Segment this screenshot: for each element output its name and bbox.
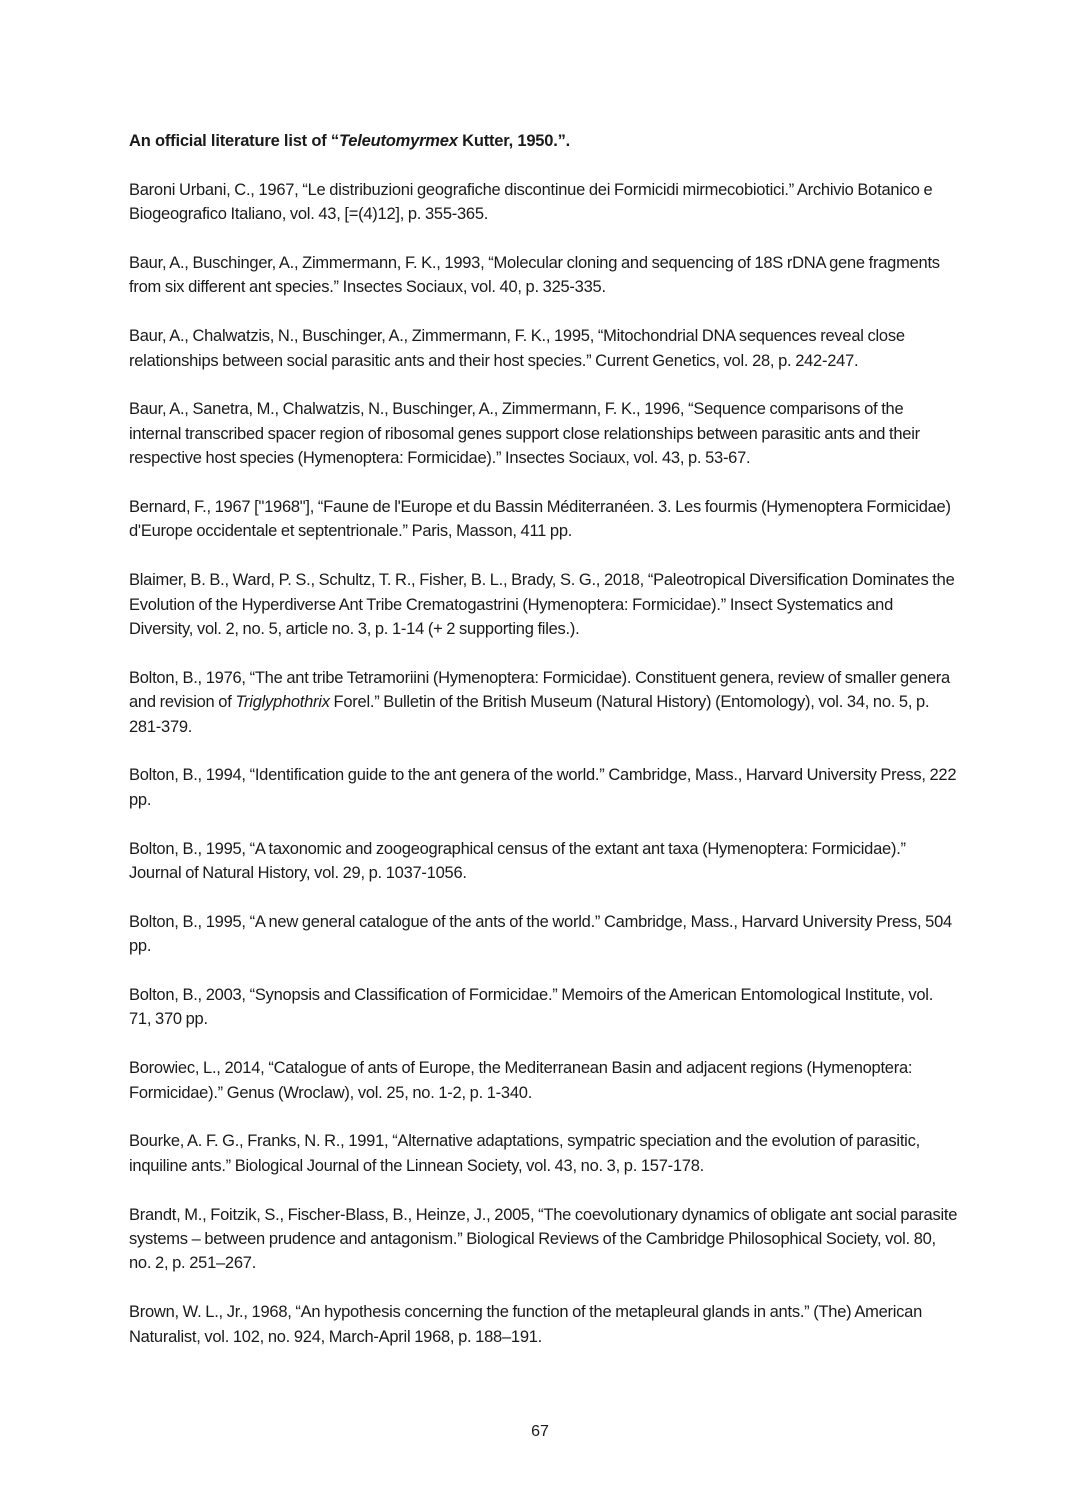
title-prefix: An official literature list of “	[129, 132, 339, 150]
title-suffix: Kutter, 1950.”.	[457, 132, 571, 150]
reference-entry: Bolton, B., 1994, “Identification guide to the ant genera of the world.” Cambridge, Mass., Harvard University Press, 222 pp.	[129, 766, 957, 809]
reference-entry: Baur, A., Sanetra, M., Chalwatzis, N., Buschinger, A., Zimmermann, F. K., 1996, “Sequence comparisons of the internal transcribed spacer region of ribosomal genes support close relationships between parasitic ants and their respective host species (Hymenoptera: Formicidae).” Insectes Sociaux, vol. 43, p. 53-67.	[129, 400, 920, 468]
reference-entry: Bourke, A. F. G., Franks, N. R., 1991, “Alternative adaptations, sympatric speciation and the evolution of parasitic, inquiline ants.” Biological Journal of the Linnean Society, vol. 43, no. 3, p. 157-178.	[129, 1132, 920, 1175]
reference-entry: Bolton, B., 2003, “Synopsis and Classification of Formicidae.” Memoirs of the American Entomological Institute, vol. 71, 370 pp.	[129, 986, 934, 1029]
title-genus-italic: Teleutomyrmex	[338, 132, 458, 150]
reference-entry: Baur, A., Buschinger, A., Zimmermann, F. K., 1993, “Molecular cloning and sequencing of 18S rDNA gene fragments from six different ant species.” Insectes Sociaux, vol. 40, p. 325-335.	[129, 254, 940, 297]
reference-entry: Brown, W. L., Jr., 1968, “An hypothesis concerning the function of the metapleural glands in ants.” (The) American Naturalist, vol. 102, no. 924, March-April 1968, p. 188–191.	[129, 1303, 923, 1346]
reference-genus-italic: Triglyphothrix	[235, 693, 330, 712]
reference-entry: Blaimer, B. B., Ward, P. S., Schultz, T. R., Fisher, B. L., Brady, S. G., 2018, “Paleotropical Diversification Dominates the Evolution of the Hyperdiverse Ant Tribe Crematogastrini (Hymenoptera: Formicidae).” Insect Systematics and Diversity, vol. 2, no. 5, article no. 3, p. 1-14 (+ 2 supporting files.).	[129, 571, 955, 639]
reference-entry: Brandt, M., Foitzik, S., Fischer-Blass, B., Heinze, J., 2005, “The coevolutionary dynamics of obligate ant social parasite systems – between prudence and antagonism.” Biological Reviews of the Cambridge Philosophical Society, vol. 80, no. 2, p. 251–267.	[129, 1205, 958, 1273]
reference-entry: Bolton, B., 1995, “A taxonomic and zoogeographical census of the extant ant taxa (Hymenoptera: Formicidae).” Journal of Natural History, vol. 29, p. 1037-1056.	[129, 839, 906, 883]
reference-entry: Baroni Urbani, C., 1967, “Le distribuzioni geografiche discontinue dei Formicidi mirmecobiotici.” Archivio Botanico e Biogeografico Italiano, vol. 43, [=(4)12], p. 355-365.	[129, 180, 933, 224]
reference-entry: Baur, A., Chalwatzis, N., Buschinger, A., Zimmermann, F. K., 1995, “Mitochondrial DNA sequences reveal close relationships between social parasitic ants and their host species.” Current Genetics, vol. 28, p. 242-247.	[129, 327, 905, 370]
reference-text: Forel.” Bulletin of the British Museum (Natural History) (Entomology), vol. 34, no. 5, p. 281-379.	[129, 693, 930, 736]
reference-entry: Borowiec, L., 2014, “Catalogue of ants of Europe, the Mediterranean Basin and adjacent regions (Hymenoptera: Formicidae).” Genus (Wroclaw), vol. 25, no. 1-2, p. 1-340.	[129, 1059, 913, 1102]
reference-entry	[129, 666, 959, 739]
reference-entry: Bernard, F., 1967 ["1968"], “Faune de l'Europe et du Bassin Méditerranéen. 3. Les fourmis (Hymenoptera Formicidae) d'Europe occidentale et septentrionale.” Paris, Masson, 411 pp.	[129, 498, 951, 541]
reference-text: Bolton, B., 1976, “The ant tribe Tetramoriini (Hymenoptera: Formicidae). Constituent genera, review of smaller genera and revision of	[129, 668, 950, 712]
page-number: 67	[531, 1423, 549, 1440]
page-title	[129, 129, 959, 153]
reference-entry: Bolton, B., 1995, “A new general catalogue of the ants of the world.” Cambridge, Mass., Harvard University Press, 504 pp.	[129, 912, 952, 956]
document-page	[129, 129, 959, 1373]
